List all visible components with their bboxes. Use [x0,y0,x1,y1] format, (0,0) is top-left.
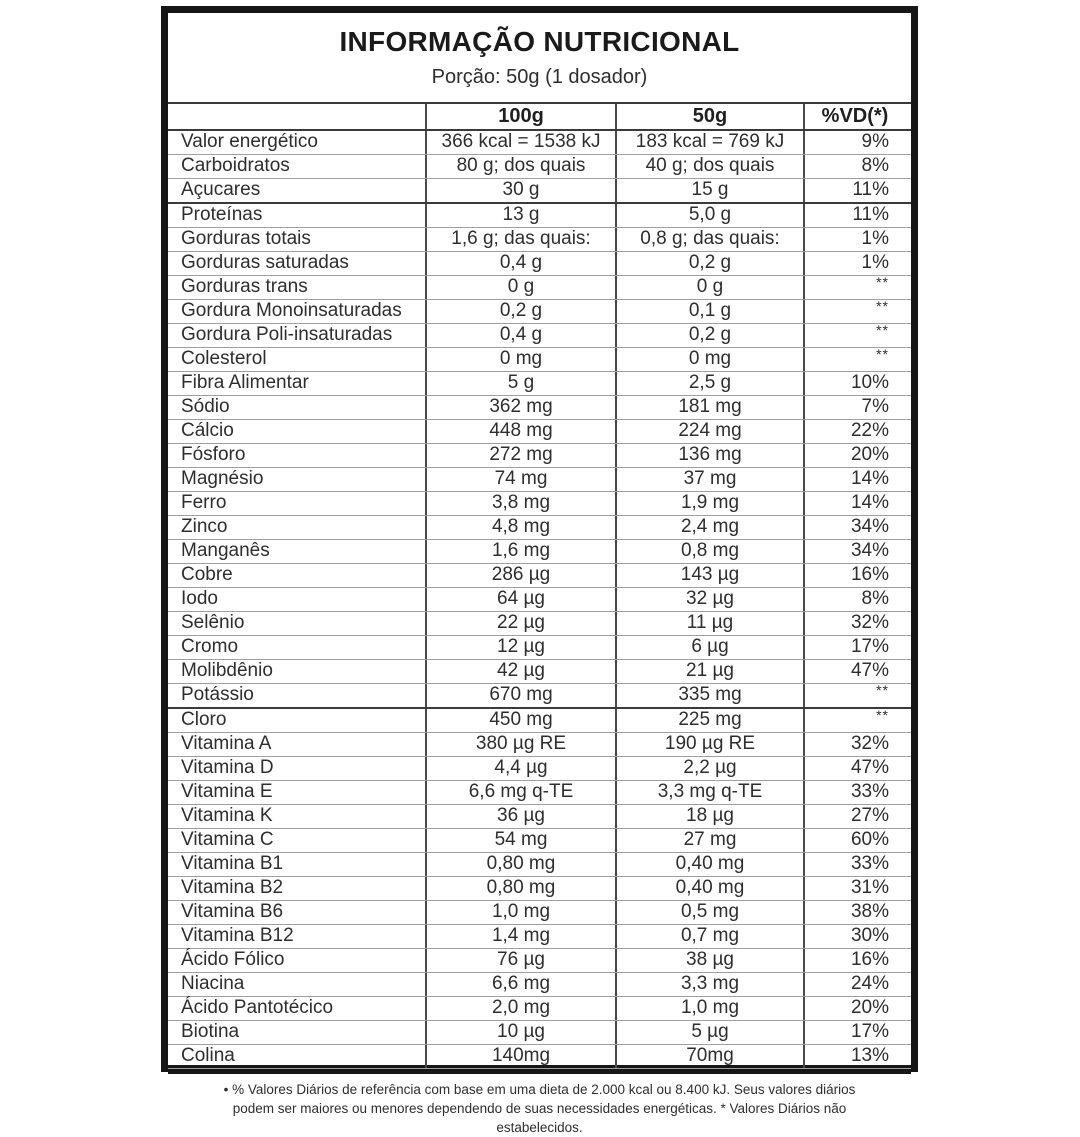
value-50g: 335 mg [617,684,805,707]
table-row [168,420,911,444]
nutrient-name: Gorduras trans [168,276,427,299]
not-established-asterisks: ** [876,298,889,314]
value-100g: 362 mg [427,396,617,419]
value-50g: 3,3 mg [617,973,805,996]
value-50g: 3,3 mg q-TE [617,781,805,804]
nutrient-name: Ácido Fólico [168,949,427,972]
table-row [168,973,911,997]
nutrient-name: Proteínas [168,204,427,227]
nutrient-name: Gorduras totais [168,228,427,251]
value-50g: 190 µg RE [617,733,805,756]
value-50g: 32 µg [617,588,805,611]
nutrient-name: Vitamina C [168,829,427,852]
table-body [168,131,911,1069]
nutrient-name: Vitamina B2 [168,877,427,900]
daily-value-percent [805,276,911,299]
nutrient-name: Vitamina B12 [168,925,427,948]
value-50g: 5 µg [617,1021,805,1044]
table-row [168,588,911,612]
daily-value-percent: 47% [850,660,889,681]
nutrient-name: Fósforo [168,444,427,467]
daily-value-percent: 33% [850,853,889,874]
nutrient-name: Gordura Poli-insaturadas [168,324,427,347]
nutrient-name: Ácido Pantotécico [168,997,427,1020]
table-row [168,564,911,588]
value-100g: 0,4 g [427,252,617,275]
value-100g: 2,0 mg [427,997,617,1020]
col-header-vd: %VD(*) [821,105,889,127]
daily-value-percent: 34% [850,540,889,561]
nutrient-name: Fibra Alimentar [168,372,427,395]
nutrient-name: Vitamina B1 [168,853,427,876]
daily-value-percent: 32% [850,612,889,633]
value-100g: 0 g [427,276,617,299]
table-row [168,228,911,252]
value-50g: 224 mg [617,420,805,443]
daily-value-percent: 30% [850,925,889,946]
value-100g: 6,6 mg q-TE [427,781,617,804]
not-established-asterisks: ** [876,322,889,338]
value-50g: 70mg [617,1045,805,1068]
nutrient-name: Zinco [168,516,427,539]
value-50g: 0,40 mg [617,853,805,876]
nutrient-name: Iodo [168,588,427,611]
value-50g: 0,5 mg [617,901,805,924]
value-100g: 670 mg [427,684,617,707]
daily-value-percent: 20% [850,997,889,1018]
table-row [168,853,911,877]
value-100g: 448 mg [427,420,617,443]
value-50g: 18 µg [617,805,805,828]
value-100g: 0 mg [427,348,617,371]
value-100g: 0,2 g [427,300,617,323]
daily-value-percent: 13% [850,1045,889,1066]
table-row [168,468,911,492]
table-row [168,925,911,949]
daily-value-percent [805,324,911,347]
col-header-100g: 100g [427,104,617,129]
nutrient-name: Sódio [168,396,427,419]
col-header-50g: 50g [617,104,805,129]
table-row [168,252,911,276]
value-50g: 0,8 g; das quais: [617,228,805,251]
table-row [168,348,911,372]
nutrient-name: Cloro [168,709,427,732]
daily-value-percent: 31% [850,877,889,898]
value-50g: 0 mg [617,348,805,371]
value-100g: 54 mg [427,829,617,852]
not-established-asterisks: ** [876,707,889,723]
value-100g: 12 µg [427,636,617,659]
value-50g: 15 g [617,179,805,202]
col-header-nutrient [168,104,427,129]
daily-value-percent: 10% [850,372,889,393]
value-50g: 11 µg [617,612,805,635]
value-100g: 0,4 g [427,324,617,347]
table-row [168,372,911,396]
table-row [168,516,911,540]
table-row [168,829,911,853]
value-50g: 6 µg [617,636,805,659]
value-100g: 64 µg [427,588,617,611]
table-row [168,949,911,973]
value-100g: 13 g [427,204,617,227]
daily-value-percent [805,300,911,323]
value-100g: 76 µg [427,949,617,972]
value-50g: 0,2 g [617,324,805,347]
value-100g: 36 µg [427,805,617,828]
daily-value-percent: 38% [850,901,889,922]
nutrient-name: Colesterol [168,348,427,371]
nutrient-name: Açucares [168,179,427,202]
value-50g: 0,2 g [617,252,805,275]
daily-value-percent: 8% [861,588,889,609]
table-row [168,733,911,757]
value-50g: 136 mg [617,444,805,467]
value-100g: 272 mg [427,444,617,467]
table-row [168,709,911,733]
value-50g: 2,4 mg [617,516,805,539]
value-100g: 140mg [427,1045,617,1068]
table-row [168,300,911,324]
table-header-row [168,104,911,131]
nutrient-name: Cálcio [168,420,427,443]
nutrient-name: Vitamina K [168,805,427,828]
nutrient-name: Carboidratos [168,155,427,178]
table-row [168,396,911,420]
daily-value-percent: 20% [850,444,889,465]
nutrient-name: Vitamina B6 [168,901,427,924]
table-row [168,1021,911,1045]
nutrient-name: Vitamina D [168,757,427,780]
nutrient-name: Biotina [168,1021,427,1044]
daily-value-percent: 8% [861,155,889,176]
daily-value-percent: 24% [850,973,889,994]
value-100g: 286 µg [427,564,617,587]
value-100g: 6,6 mg [427,973,617,996]
value-50g: 0 g [617,276,805,299]
value-50g: 21 µg [617,660,805,683]
daily-value-percent: 16% [850,949,889,970]
table-row [168,805,911,829]
not-established-asterisks: ** [876,682,889,698]
value-100g: 3,8 mg [427,492,617,515]
table-row [168,276,911,300]
nutrient-name: Vitamina A [168,733,427,756]
value-100g: 0,80 mg [427,853,617,876]
value-50g: 0,8 mg [617,540,805,563]
daily-value-percent [805,348,911,371]
label-header [168,13,911,102]
table-row [168,155,911,179]
value-100g: 1,6 g; das quais: [427,228,617,251]
nutrient-name: Gordura Monoinsaturadas [168,300,427,323]
nutrient-name: Manganês [168,540,427,563]
value-50g: 0,1 g [617,300,805,323]
table-row [168,757,911,781]
value-50g: 1,0 mg [617,997,805,1020]
not-established-asterisks: ** [876,274,889,290]
value-100g: 1,0 mg [427,901,617,924]
value-50g: 37 mg [617,468,805,491]
nutrition-table [168,102,911,1069]
daily-value-percent: 14% [850,468,889,489]
nutrient-name: Molibdênio [168,660,427,683]
table-row [168,781,911,805]
value-100g: 80 g; dos quais [427,155,617,178]
value-50g: 225 mg [617,709,805,732]
table-row [168,636,911,660]
serving-size: Porção: 50g (1 dosador) [431,66,648,88]
daily-value-percent: 1% [861,252,889,273]
value-50g: 2,2 µg [617,757,805,780]
value-100g: 1,6 mg [427,540,617,563]
value-50g: 40 g; dos quais [617,155,805,178]
table-row [168,901,911,925]
value-100g: 366 kcal = 1538 kJ [427,131,617,154]
nutrition-label [161,6,918,1135]
footnote: • % Valores Diários de referência com base em uma dieta de 2.000 kcal ou 8.400 kJ. Seus valores diários podem ser maiores ou menores dependendo de suas necessidades energéticas. * Valores Diários não estabelecidos. [223,1082,856,1135]
value-100g: 4,8 mg [427,516,617,539]
value-100g: 74 mg [427,468,617,491]
daily-value-percent [805,684,911,707]
value-50g: 0,40 mg [617,877,805,900]
daily-value-percent: 47% [850,757,889,778]
value-100g: 42 µg [427,660,617,683]
nutrient-name: Cobre [168,564,427,587]
value-100g: 450 mg [427,709,617,732]
nutrient-name: Selênio [168,612,427,635]
value-50g: 0,7 mg [617,925,805,948]
daily-value-percent: 32% [850,733,889,754]
daily-value-percent: 16% [850,564,889,585]
value-50g: 2,5 g [617,372,805,395]
table-row [168,444,911,468]
value-50g: 181 mg [617,396,805,419]
daily-value-percent: 34% [850,516,889,537]
value-100g: 10 µg [427,1021,617,1044]
table-row [168,492,911,516]
table-row [168,997,911,1021]
label-title: INFORMAÇÃO NUTRICIONAL [339,26,740,57]
daily-value-percent: 17% [850,636,889,657]
value-100g: 380 µg RE [427,733,617,756]
daily-value-percent: 11% [852,179,889,200]
table-row [168,179,911,204]
nutrient-name: Potássio [168,684,427,707]
not-established-asterisks: ** [876,346,889,362]
table-row [168,612,911,636]
value-100g: 5 g [427,372,617,395]
daily-value-percent: 33% [850,781,889,802]
nutrient-name: Valor energético [168,131,427,154]
daily-value-percent: 9% [861,131,889,152]
value-50g: 27 mg [617,829,805,852]
value-50g: 1,9 mg [617,492,805,515]
value-50g: 38 µg [617,949,805,972]
value-100g: 0,80 mg [427,877,617,900]
nutrient-name: Ferro [168,492,427,515]
daily-value-percent: 7% [861,396,889,417]
daily-value-percent: 17% [850,1021,889,1042]
table-row [168,324,911,348]
nutrient-name: Magnésio [168,468,427,491]
daily-value-percent: 22% [850,420,889,441]
value-100g: 1,4 mg [427,925,617,948]
nutrient-name: Gorduras saturadas [168,252,427,275]
value-100g: 4,4 µg [427,757,617,780]
value-50g: 5,0 g [617,204,805,227]
nutrient-name: Vitamina E [168,781,427,804]
daily-value-percent: 27% [850,805,889,826]
daily-value-percent: 14% [850,492,889,513]
daily-value-percent: 60% [850,829,889,850]
daily-value-percent: 1% [861,228,889,249]
table-row [168,204,911,228]
value-100g: 22 µg [427,612,617,635]
daily-value-percent [805,709,911,732]
nutrient-name: Niacina [168,973,427,996]
table-row [168,660,911,684]
nutrient-name: Cromo [168,636,427,659]
value-100g: 30 g [427,179,617,202]
daily-value-percent: 11% [852,204,889,225]
value-50g: 143 µg [617,564,805,587]
table-row [168,877,911,901]
table-row [168,540,911,564]
value-50g: 183 kcal = 769 kJ [617,131,805,154]
table-row [168,1045,911,1069]
nutrient-name: Colina [168,1045,427,1068]
table-row [168,131,911,155]
table-row [168,684,911,709]
